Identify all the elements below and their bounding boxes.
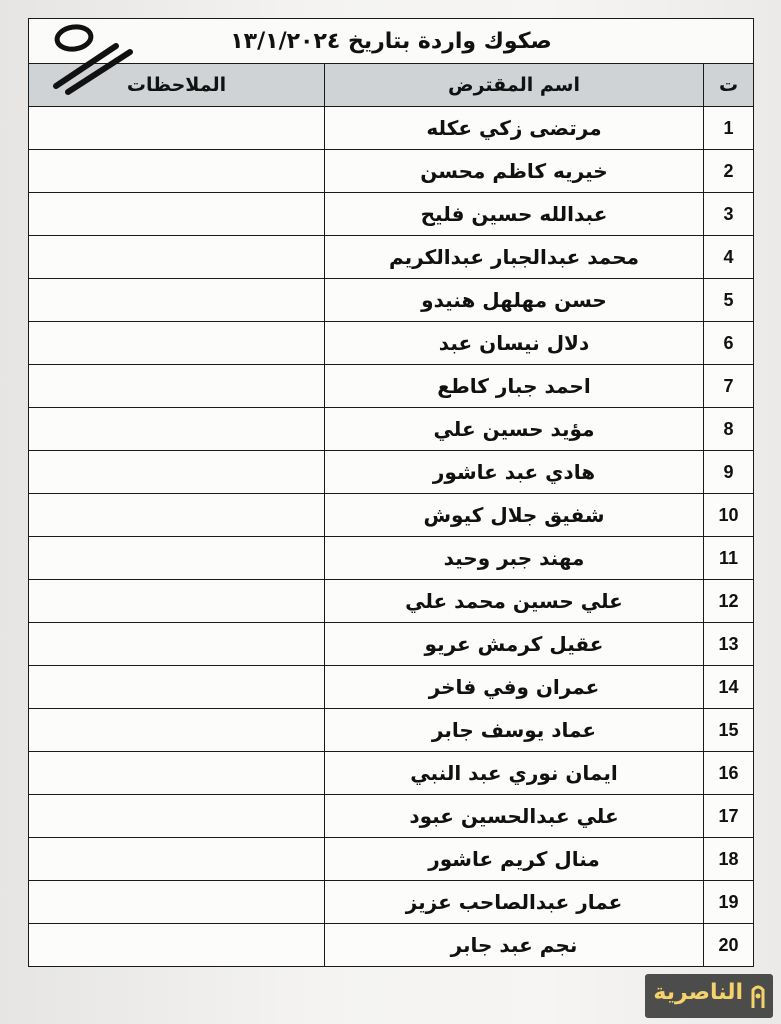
table-row <box>29 365 754 408</box>
header-row <box>29 64 754 107</box>
borrower-name-cell: خيريه كاظم محسن <box>325 150 704 193</box>
row-number-cell: 16 <box>704 752 754 795</box>
notes-cell <box>29 236 325 279</box>
notes-cell <box>29 924 325 967</box>
table-row <box>29 666 754 709</box>
table-row <box>29 580 754 623</box>
borrower-name-cell: ايمان نوري عبد النبي <box>325 752 704 795</box>
table-row <box>29 408 754 451</box>
notes-cell <box>29 580 325 623</box>
borrower-name-cell: منال كريم عاشور <box>325 838 704 881</box>
table-row <box>29 623 754 666</box>
table-row <box>29 279 754 322</box>
row-number-cell: 8 <box>704 408 754 451</box>
table-row <box>29 494 754 537</box>
table-body <box>29 107 754 967</box>
row-number-cell: 10 <box>704 494 754 537</box>
table-row <box>29 537 754 580</box>
loan-cheques-table <box>28 18 754 967</box>
notes-cell <box>29 365 325 408</box>
borrower-name-cell: علي عبدالحسين عبود <box>325 795 704 838</box>
table-row <box>29 236 754 279</box>
row-number-cell: 15 <box>704 709 754 752</box>
borrower-name-cell: عقيل كرمش عريو <box>325 623 704 666</box>
table-row <box>29 193 754 236</box>
notes-cell <box>29 795 325 838</box>
table-row <box>29 924 754 967</box>
document-title: صكوك واردة بتاريخ ١٣/١/٢٠٢٤ <box>29 19 754 64</box>
borrower-name-cell: دلال نيسان عبد <box>325 322 704 365</box>
notes-cell <box>29 537 325 580</box>
row-number-cell: 20 <box>704 924 754 967</box>
row-number-cell: 5 <box>704 279 754 322</box>
table-row <box>29 881 754 924</box>
borrower-name-cell: مؤيد حسين علي <box>325 408 704 451</box>
table-row <box>29 795 754 838</box>
row-number-cell: 17 <box>704 795 754 838</box>
borrower-name-cell: علي حسين محمد علي <box>325 580 704 623</box>
row-number-cell: 14 <box>704 666 754 709</box>
notes-cell <box>29 107 325 150</box>
borrower-name-cell: حسن مهلهل هنيدو <box>325 279 704 322</box>
table-row <box>29 752 754 795</box>
table-row <box>29 150 754 193</box>
borrower-name-cell: عمران وفي فاخر <box>325 666 704 709</box>
row-number-cell: 12 <box>704 580 754 623</box>
name-column-header: اسم المقترض <box>325 64 704 107</box>
row-number-cell: 9 <box>704 451 754 494</box>
notes-cell <box>29 150 325 193</box>
table-row <box>29 838 754 881</box>
borrower-name-cell: مرتضى زكي عكله <box>325 107 704 150</box>
notes-column-header: الملاحظات <box>29 64 325 107</box>
table-row <box>29 451 754 494</box>
borrower-name-cell: احمد جبار كاطع <box>325 365 704 408</box>
notes-cell <box>29 408 325 451</box>
row-number-cell: 3 <box>704 193 754 236</box>
borrower-name-cell: محمد عبدالجبار عبدالكريم <box>325 236 704 279</box>
borrower-name-cell: مهند جبر وحيد <box>325 537 704 580</box>
notes-cell <box>29 193 325 236</box>
row-number-cell: 4 <box>704 236 754 279</box>
borrower-name-cell: عماد يوسف جابر <box>325 709 704 752</box>
notes-cell <box>29 623 325 666</box>
notes-cell <box>29 709 325 752</box>
table-row <box>29 322 754 365</box>
title-row <box>29 19 754 64</box>
table-row <box>29 709 754 752</box>
borrower-name-cell: عمار عبدالصاحب عزيز <box>325 881 704 924</box>
borrower-name-cell: هادي عبد عاشور <box>325 451 704 494</box>
row-number-cell: 7 <box>704 365 754 408</box>
row-number-cell: 2 <box>704 150 754 193</box>
row-number-cell: 1 <box>704 107 754 150</box>
notes-cell <box>29 451 325 494</box>
notes-cell <box>29 666 325 709</box>
row-number-cell: 13 <box>704 623 754 666</box>
notes-cell <box>29 322 325 365</box>
row-number-cell: 11 <box>704 537 754 580</box>
row-number-cell: 18 <box>704 838 754 881</box>
notes-cell <box>29 752 325 795</box>
watermark-text: الناصرية <box>653 980 743 1005</box>
row-number-cell: 6 <box>704 322 754 365</box>
row-number-cell: 19 <box>704 881 754 924</box>
borrower-name-cell: نجم عبد جابر <box>325 924 704 967</box>
table-row <box>29 107 754 150</box>
borrower-name-cell: شفيق جلال كيوش <box>325 494 704 537</box>
watermark-logo <box>645 974 773 1018</box>
notes-cell <box>29 494 325 537</box>
borrower-name-cell: عبدالله حسين فليح <box>325 193 704 236</box>
number-column-header: ت <box>704 64 754 107</box>
notes-cell <box>29 279 325 322</box>
watermark-emblem-icon <box>749 982 767 1010</box>
notes-cell <box>29 838 325 881</box>
handwritten-mark <box>46 16 136 98</box>
notes-cell <box>29 881 325 924</box>
